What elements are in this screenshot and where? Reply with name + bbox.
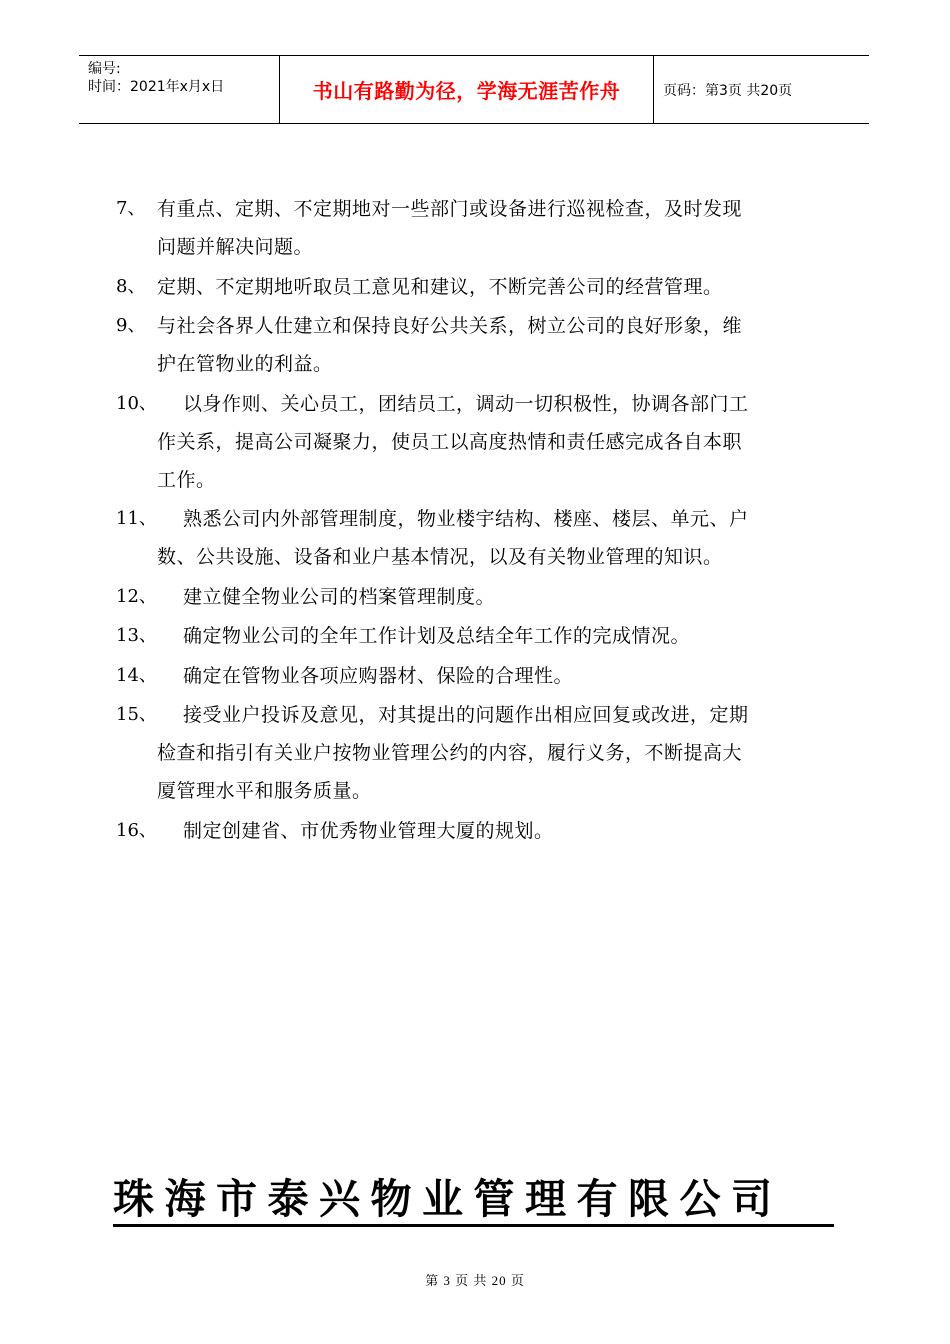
item-text-line: 确定在管物业各项应购器材、保险的合理性。 xyxy=(183,664,574,687)
item-text xyxy=(157,385,749,499)
header-meta-cell xyxy=(79,56,280,123)
code-label: 编号: xyxy=(88,61,121,77)
item-text-line: 确定物业公司的全年工作计划及总结全年工作的完成情况。 xyxy=(183,625,691,647)
item-text xyxy=(157,657,573,695)
item-text xyxy=(157,268,723,306)
item-number: 11、 xyxy=(116,508,157,529)
item-text-line: 检查和指引有关业户按物业管理公约的内容，履行义务，不断提高大 xyxy=(157,742,743,764)
item-text-line: 与社会各界人仕建立和保持良好公共关系，树立公司的良好形象，维 xyxy=(157,315,743,337)
item-text xyxy=(157,578,495,616)
item-number: 8、 xyxy=(116,275,146,297)
item-number: 16、 xyxy=(116,819,157,841)
item-text-line: 作关系，提高公司凝聚力，使员工以高度热情和责任感完成各自本职 xyxy=(157,430,743,453)
item-text xyxy=(157,617,690,655)
item-number: 12、 xyxy=(116,585,157,607)
item-text-line: 工作。 xyxy=(157,468,216,491)
company-underline xyxy=(113,1224,834,1227)
item-text-line: 护在管物业的利益。 xyxy=(157,353,333,375)
item-number: 14、 xyxy=(116,664,157,686)
item-text-line: 问题并解决问题。 xyxy=(157,236,314,258)
item-text-line: 建立健全物业公司的档案管理制度。 xyxy=(183,585,496,608)
item-text xyxy=(157,696,749,810)
item-number: 10、 xyxy=(116,392,157,414)
company-name: 珠海市泰兴物业管理有限公司 xyxy=(113,1175,783,1223)
item-text xyxy=(157,190,742,266)
item-text-line: 接受业户投诉及意见，对其提出的问题作出相应回复或改进，定期 xyxy=(183,704,749,726)
item-text-line: 定期、不定期地听取员工意见和建议，不断完善公司的经营管理。 xyxy=(157,275,723,298)
item-text-line: 厦管理水平和服务质量。 xyxy=(157,780,372,802)
item-text-line: 有重点、定期、不定期地对一些部门或设备进行巡视检查，及时发现 xyxy=(157,198,743,220)
date-label: 时间：2021年x月x日 xyxy=(88,79,225,95)
header-motto: 书山有路勤为径，学海无涯苦作舟 xyxy=(280,56,654,123)
item-text-line: 制定创建省、市优秀物业管理大厦的规划。 xyxy=(183,819,554,842)
item-number: 7、 xyxy=(116,198,146,219)
item-number: 13、 xyxy=(116,625,157,646)
item-text-line: 数、公共设施、设备和业户基本情况，以及有关物业管理的知识。 xyxy=(157,546,723,568)
item-text xyxy=(157,307,742,383)
item-text-line: 熟悉公司内外部管理制度，物业楼宇结构、楼座、楼层、单元、户 xyxy=(183,508,749,530)
page-footer: 第 3 页 共 20 页 xyxy=(425,1273,525,1288)
item-number: 15、 xyxy=(116,704,157,725)
header-page-info: 页码：第3页 共20页 xyxy=(663,82,793,99)
item-text xyxy=(157,500,749,576)
item-number: 9、 xyxy=(116,315,146,336)
item-text xyxy=(157,812,554,850)
page-header xyxy=(79,55,869,124)
item-text-line: 以身作则、关心员工，团结员工，调动一切积极性，协调各部门工 xyxy=(183,392,749,415)
